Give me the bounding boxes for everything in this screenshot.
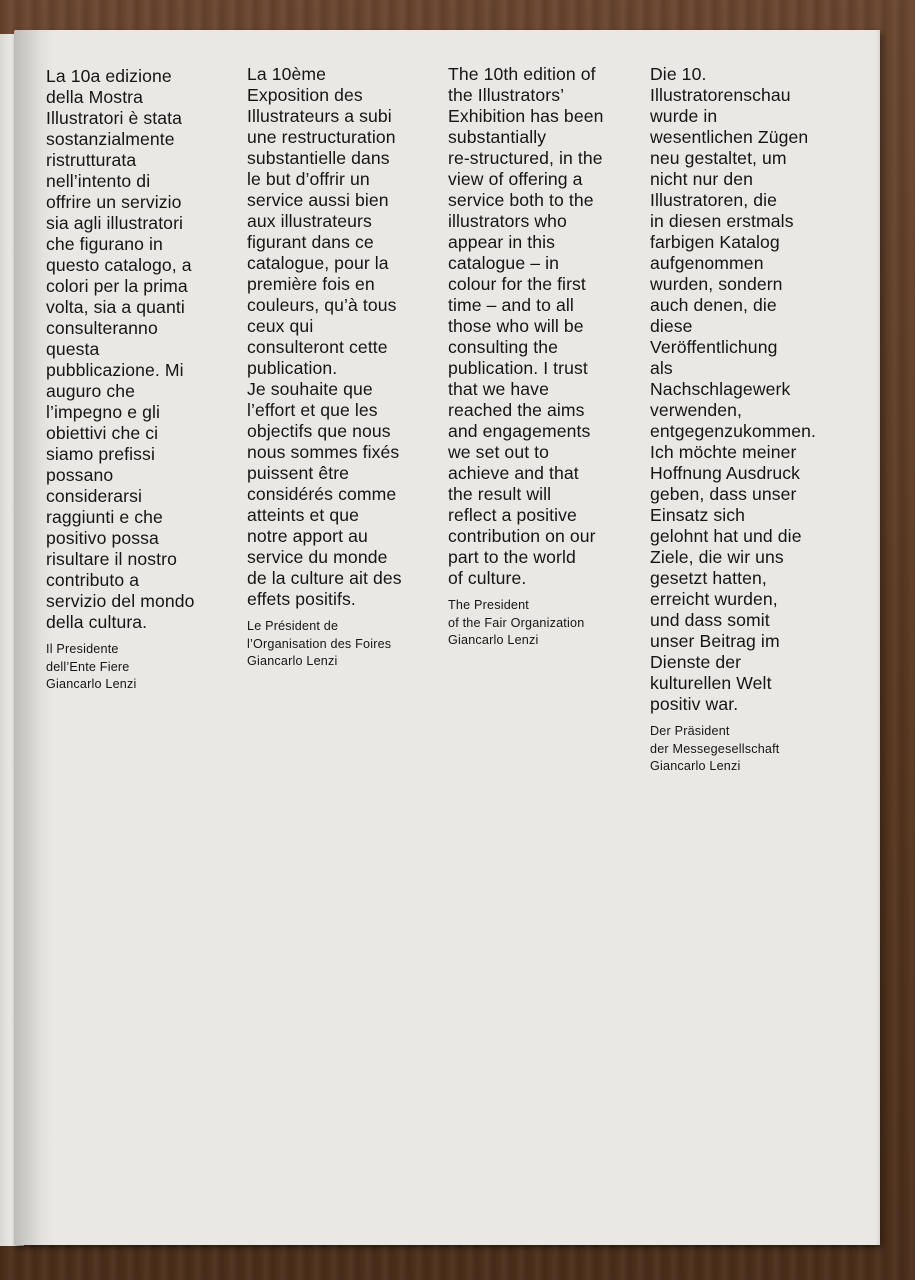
text-line: the result will: [448, 484, 552, 504]
text-line: raggiunti e che: [46, 507, 163, 527]
text-line: La 10a edizione: [46, 66, 172, 86]
text-line: catalogue – in: [448, 253, 559, 273]
text-line: and engagements: [448, 421, 591, 441]
text-line: und dass somit: [650, 610, 770, 630]
text-line: de la culture ait des: [247, 568, 402, 588]
text-line: l’effort et que les: [247, 400, 378, 420]
text-line: consulteront cette: [247, 337, 388, 357]
text-line: Exhibition has been: [448, 106, 604, 126]
text-line: possano: [46, 465, 114, 485]
text-line: aux illustrateurs: [247, 211, 372, 231]
text-line: the Illustrators’: [448, 85, 565, 105]
text-line: kulturellen Welt: [650, 673, 772, 693]
text-line: that we have: [448, 379, 549, 399]
text-line: wurden, sondern: [650, 274, 783, 294]
text-line: positiv war.: [650, 694, 739, 714]
text-line: contributo a: [46, 570, 140, 590]
english-signature: [448, 597, 648, 650]
french-text: [247, 64, 447, 610]
text-line: offrire un servizio: [46, 192, 182, 212]
french-signature: [247, 618, 447, 671]
text-line: questo catalogo, a: [46, 255, 192, 275]
signature-line: Giancarlo Lenzi: [650, 759, 741, 773]
text-line: colour for the first: [448, 274, 586, 294]
text-line: Dienste der: [650, 652, 742, 672]
text-line: Ziele, die wir uns: [650, 547, 784, 567]
text-line: consulting the: [448, 337, 558, 357]
text-line: farbigen Katalog: [650, 232, 780, 252]
text-line: colori per la prima: [46, 276, 188, 296]
text-line: part to the world: [448, 547, 576, 567]
text-line: substantially: [448, 127, 547, 147]
text-line: als: [650, 358, 673, 378]
text-line: erreicht wurden,: [650, 589, 778, 609]
column-german: [650, 64, 850, 776]
text-line: unser Beitrag im: [650, 631, 780, 651]
page-right-edge: [876, 30, 880, 1245]
text-line: consulteranno: [46, 318, 158, 338]
text-line: Die 10.: [650, 64, 707, 84]
text-line: ristrutturata: [46, 150, 137, 170]
text-line: publication.: [247, 358, 338, 378]
text-line: Illustratorenschau: [650, 85, 791, 105]
text-line: Exposition des: [247, 85, 363, 105]
text-line: publication. I trust: [448, 358, 588, 378]
text-line: view of offering a: [448, 169, 583, 189]
signature-line: l’Organisation des Foires: [247, 636, 392, 651]
signature-line: Le Président de: [247, 619, 339, 633]
english-text: [448, 64, 648, 589]
text-line: questa: [46, 339, 100, 359]
signature-line: dell’Ente Fiere: [46, 659, 130, 674]
text-line: nous sommes fixés: [247, 442, 400, 462]
text-line: reflect a positive: [448, 505, 577, 525]
column-italian: [46, 66, 246, 694]
signature-line: der Messegesellschaft: [650, 741, 780, 756]
text-line: puissent être: [247, 463, 350, 483]
german-signature: [650, 723, 850, 776]
text-line: considérés comme: [247, 484, 397, 504]
text-line: Illustratori è stata: [46, 108, 182, 128]
text-line: Illustratoren, die: [650, 190, 777, 210]
signature-line: Giancarlo Lenzi: [46, 677, 137, 691]
german-text: [650, 64, 850, 715]
text-line: catalogue, pour la: [247, 253, 389, 273]
text-line: positivo possa: [46, 528, 159, 548]
text-line: effets positifs.: [247, 589, 356, 609]
catalogue-page: [14, 30, 880, 1245]
text-line: Veröffentlichung: [650, 337, 778, 357]
text-line: Nachschlagewerk: [650, 379, 791, 399]
text-line: considerarsi: [46, 486, 143, 506]
text-line: le but d’offrir un: [247, 169, 370, 189]
text-line: Ich möchte meiner: [650, 442, 797, 462]
text-line: re-structured, in the: [448, 148, 603, 168]
text-line: atteints et que: [247, 505, 360, 525]
text-line: of culture.: [448, 568, 527, 588]
text-line: those who will be: [448, 316, 584, 336]
text-line: service both to the: [448, 190, 594, 210]
signature-line: Der Präsident: [650, 724, 730, 738]
text-line: Einsatz sich: [650, 505, 746, 525]
text-line: The 10th edition of: [448, 64, 596, 84]
signature-line: Giancarlo Lenzi: [448, 633, 539, 647]
column-english: [448, 64, 648, 650]
text-line: pubblicazione. Mi: [46, 360, 184, 380]
text-line: objectifs que nous: [247, 421, 391, 441]
signature-line: Giancarlo Lenzi: [247, 654, 338, 668]
text-line: nell’intento di: [46, 171, 151, 191]
text-line: servizio del mondo: [46, 591, 195, 611]
text-line: notre apport au: [247, 526, 368, 546]
italian-text: [46, 66, 246, 633]
text-line: entgegenzukommen.: [650, 421, 817, 441]
text-line: time – and to all: [448, 295, 574, 315]
text-line: che figurano in: [46, 234, 163, 254]
text-line: substantielle dans: [247, 148, 390, 168]
text-line: ceux qui: [247, 316, 314, 336]
text-line: risultare il nostro: [46, 549, 177, 569]
text-line: Hoffnung Ausdruck: [650, 463, 801, 483]
text-line: La 10ème: [247, 64, 327, 84]
text-line: illustrators who: [448, 211, 567, 231]
text-line: Illustrateurs a subi: [247, 106, 392, 126]
text-line: siamo prefissi: [46, 444, 155, 464]
text-line: della cultura.: [46, 612, 148, 632]
text-line: diese: [650, 316, 693, 336]
text-line: auguro che: [46, 381, 136, 401]
text-line: service du monde: [247, 547, 388, 567]
text-line: figurant dans ce: [247, 232, 374, 252]
text-line: gelohnt hat und die: [650, 526, 802, 546]
column-french: [247, 64, 447, 671]
text-line: l’impegno e gli: [46, 402, 160, 422]
text-line: première fois en: [247, 274, 375, 294]
text-line: couleurs, qu’à tous: [247, 295, 397, 315]
text-line: appear in this: [448, 232, 556, 252]
text-line: wurde in: [650, 106, 718, 126]
text-line: geben, dass unser: [650, 484, 797, 504]
text-line: verwenden,: [650, 400, 742, 420]
text-line: neu gestaltet, um: [650, 148, 787, 168]
text-line: in diesen erstmals: [650, 211, 794, 231]
text-line: Je souhaite que: [247, 379, 373, 399]
text-line: gesetzt hatten,: [650, 568, 767, 588]
text-line: obiettivi che ci: [46, 423, 159, 443]
signature-line: The President: [448, 598, 530, 612]
text-line: della Mostra: [46, 87, 144, 107]
text-line: aufgenommen: [650, 253, 764, 273]
signature-line: of the Fair Organization: [448, 615, 585, 630]
signature-line: Il Presidente: [46, 642, 119, 656]
text-line: volta, sia a quanti: [46, 297, 185, 317]
text-line: une restructuration: [247, 127, 396, 147]
italian-signature: [46, 641, 246, 694]
text-line: achieve and that: [448, 463, 579, 483]
text-line: we set out to: [448, 442, 550, 462]
text-line: contribution on our: [448, 526, 596, 546]
text-line: nicht nur den: [650, 169, 754, 189]
text-line: auch denen, die: [650, 295, 777, 315]
text-line: service aussi bien: [247, 190, 389, 210]
text-line: sia agli illustratori: [46, 213, 184, 233]
text-line: reached the aims: [448, 400, 585, 420]
text-line: wesentlichen Zügen: [650, 127, 809, 147]
text-line: sostanzialmente: [46, 129, 175, 149]
